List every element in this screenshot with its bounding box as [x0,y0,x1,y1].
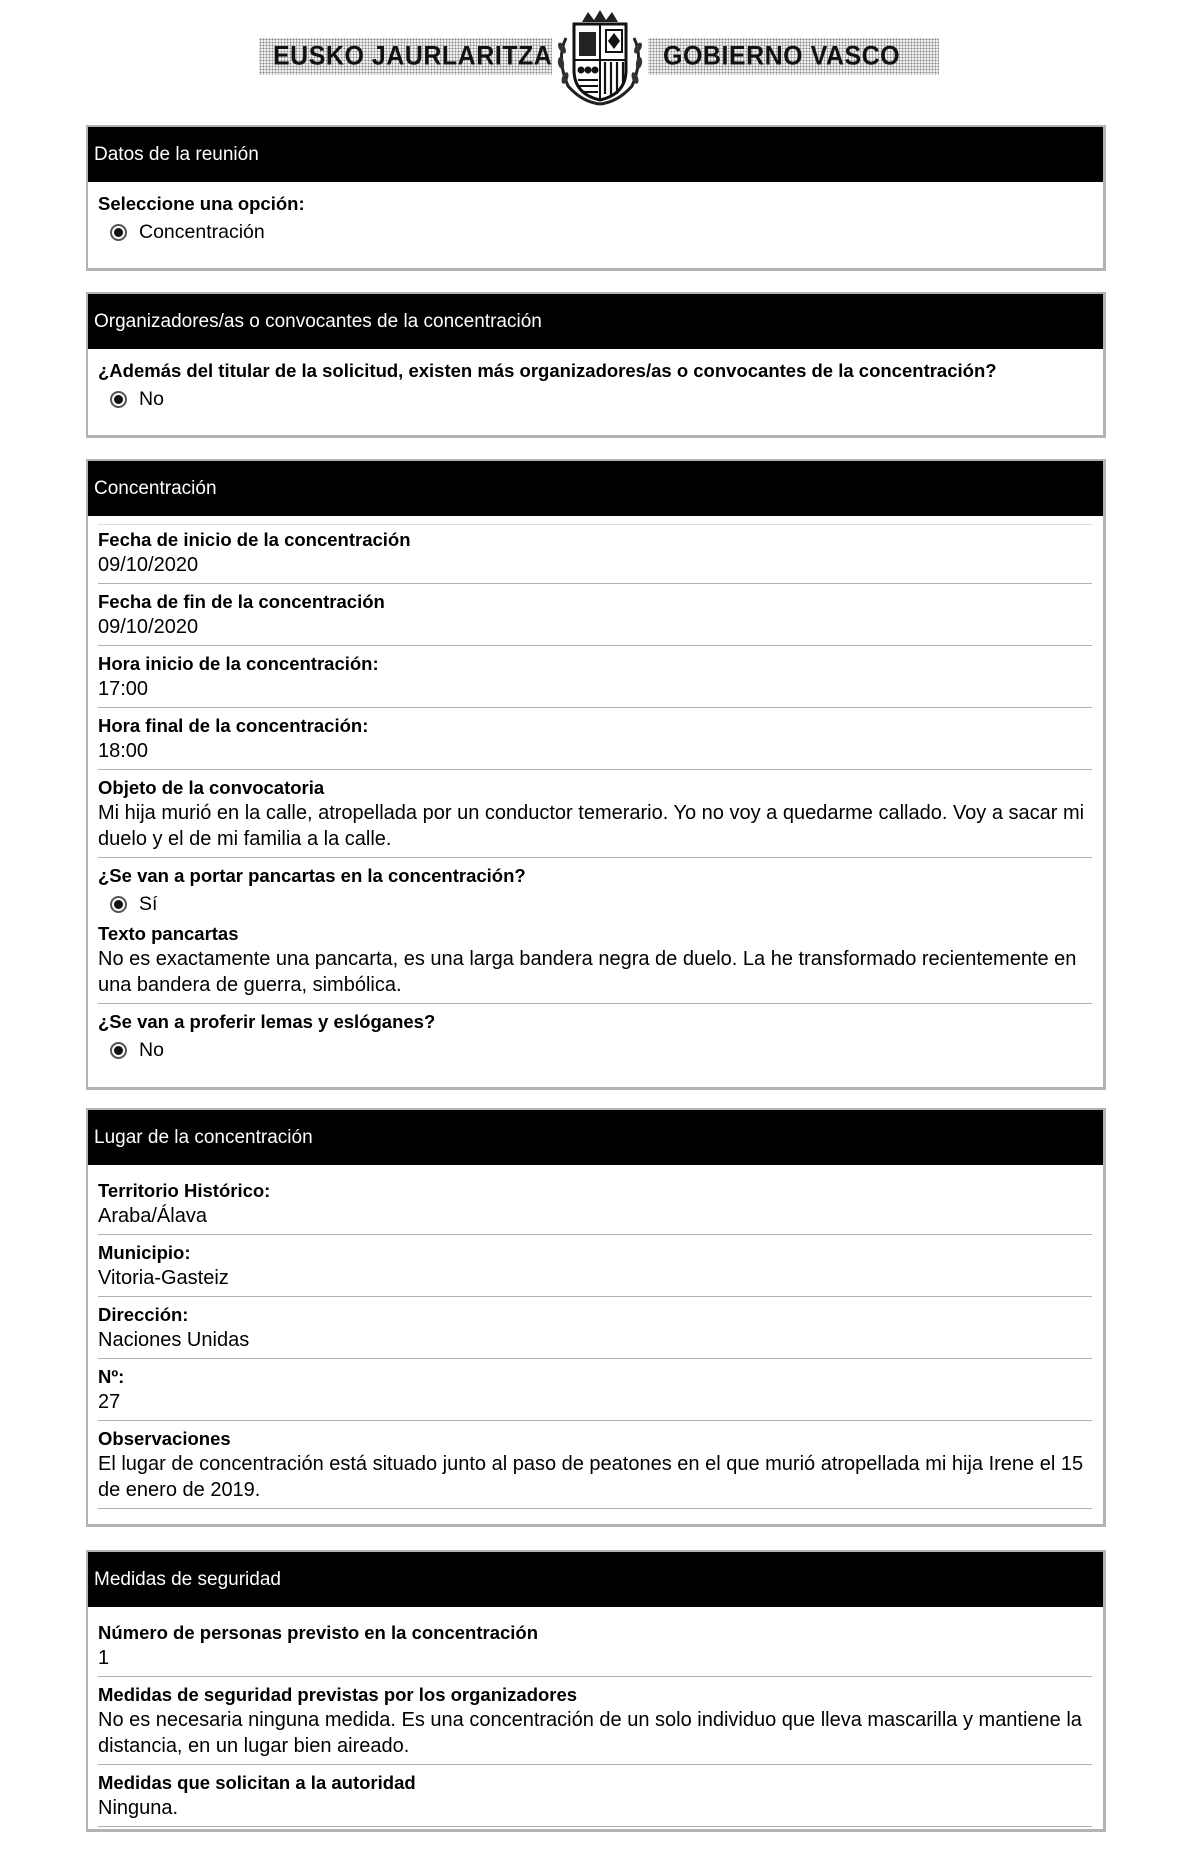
coat-of-arms-icon [552,8,648,106]
field-fecha-inicio [98,525,1092,584]
field-value: 1 [98,1647,110,1669]
field-value: Naciones Unidas [98,1329,250,1351]
radio-option-no[interactable] [98,1034,1092,1066]
radio-selected-icon[interactable] [110,224,127,241]
field-direccion [98,1297,1092,1359]
field-label: Texto pancartas [98,923,239,944]
radio-option-concentracion[interactable] [98,216,1092,248]
field-value: 18:00 [98,740,149,762]
field-value: 09/10/2020 [98,616,199,638]
section-seguridad [86,1550,1106,1832]
field-label: Dirección: [98,1304,189,1325]
field-label: Fecha de inicio de la concentración [98,529,411,550]
radio-selected-icon[interactable] [110,391,127,408]
section-title: Organizadores/as o convocantes de la concentración [88,294,1103,349]
field-value: Araba/Álava [98,1205,207,1227]
field-value: No es exactamente una pancarta, es una larga bandera negra de duelo. La he transformado recientemente en una bandera de guerra, simbólica. [98,948,1077,996]
section-title: Lugar de la concentración [88,1110,1103,1165]
section-title: Datos de la reunión [88,127,1103,182]
government-logo [250,0,950,110]
radio-label: Sí [139,892,158,915]
field-municipio [98,1235,1092,1297]
field-label: Territorio Histórico: [98,1180,271,1201]
radio-option-no[interactable] [98,383,1092,415]
field-value: 27 [98,1391,121,1413]
field-label: Hora final de la concentración: [98,715,369,736]
field-numero [98,1359,1092,1421]
field-label: Medidas que solicitan a la autoridad [98,1772,416,1793]
lemas-question-label: ¿Se van a proferir lemas y eslóganes? [98,1011,436,1032]
field-label: Hora inicio de la concentración: [98,653,379,674]
field-value: 17:00 [98,678,149,700]
section-organizadores [86,292,1106,438]
radio-option-si[interactable] [98,888,1092,920]
field-label: Fecha de fin de la concentración [98,591,385,612]
radio-selected-icon[interactable] [110,1042,127,1059]
radio-label: No [139,387,164,410]
logo-text-basque: EUSKO JAURLARITZA [273,40,553,72]
section-concentracion [86,459,1106,1090]
field-value: Ninguna. [98,1797,179,1819]
field-value: Vitoria-Gasteiz [98,1267,229,1289]
field-label: Medidas de seguridad previstas por los organizadores [98,1684,578,1705]
field-label: Municipio: [98,1242,191,1263]
section-lugar [86,1108,1106,1527]
field-label: Nº: [98,1366,125,1387]
field-value: Mi hija murió en la calle, atropellada por un conductor temerario. Yo no voy a quedarme callado. Voy a sacar mi duelo y el de mi familia a la calle. [98,802,1085,850]
field-texto-pancartas [98,920,1092,1004]
field-fecha-fin [98,584,1092,646]
field-value: 09/10/2020 [98,554,199,576]
field-lemas [98,1004,1092,1066]
radio-label: No [139,1038,164,1061]
field-label: Número de personas previsto en la concentración [98,1622,539,1643]
option-question-label: Seleccione una opción: [98,193,305,214]
field-objeto-convocatoria [98,770,1092,858]
field-label: Objeto de la convocatoria [98,777,325,798]
field-pancartas [98,858,1092,920]
organizadores-question-label: ¿Además del titular de la solicitud, existen más organizadores/as o convocantes de la concentración? [98,360,997,381]
field-label: Observaciones [98,1428,231,1449]
radio-selected-icon[interactable] [110,896,127,913]
field-medidas-autoridad [98,1765,1092,1827]
field-territorio [98,1173,1092,1235]
section-datos-reunion [86,125,1106,271]
pancartas-question-label: ¿Se van a portar pancartas en la concentración? [98,865,526,886]
field-numero-personas [98,1615,1092,1677]
field-hora-final [98,708,1092,770]
section-title: Concentración [88,461,1103,516]
field-value: No es necesaria ninguna medida. Es una concentración de un solo individuo que lleva mascarilla y mantiene la distancia, en un lugar bien aireado. [98,1709,1082,1757]
field-observaciones [98,1421,1092,1509]
field-hora-inicio [98,646,1092,708]
logo-text-spanish: GOBIERNO VASCO [663,40,901,72]
field-value: El lugar de concentración está situado junto al paso de peatones en el que murió atropellada mi hija Irene el 15 de enero de 2019. [98,1453,1084,1501]
field-medidas-organizadores [98,1677,1092,1765]
radio-label: Concentración [139,220,265,243]
section-title: Medidas de seguridad [88,1552,1103,1607]
